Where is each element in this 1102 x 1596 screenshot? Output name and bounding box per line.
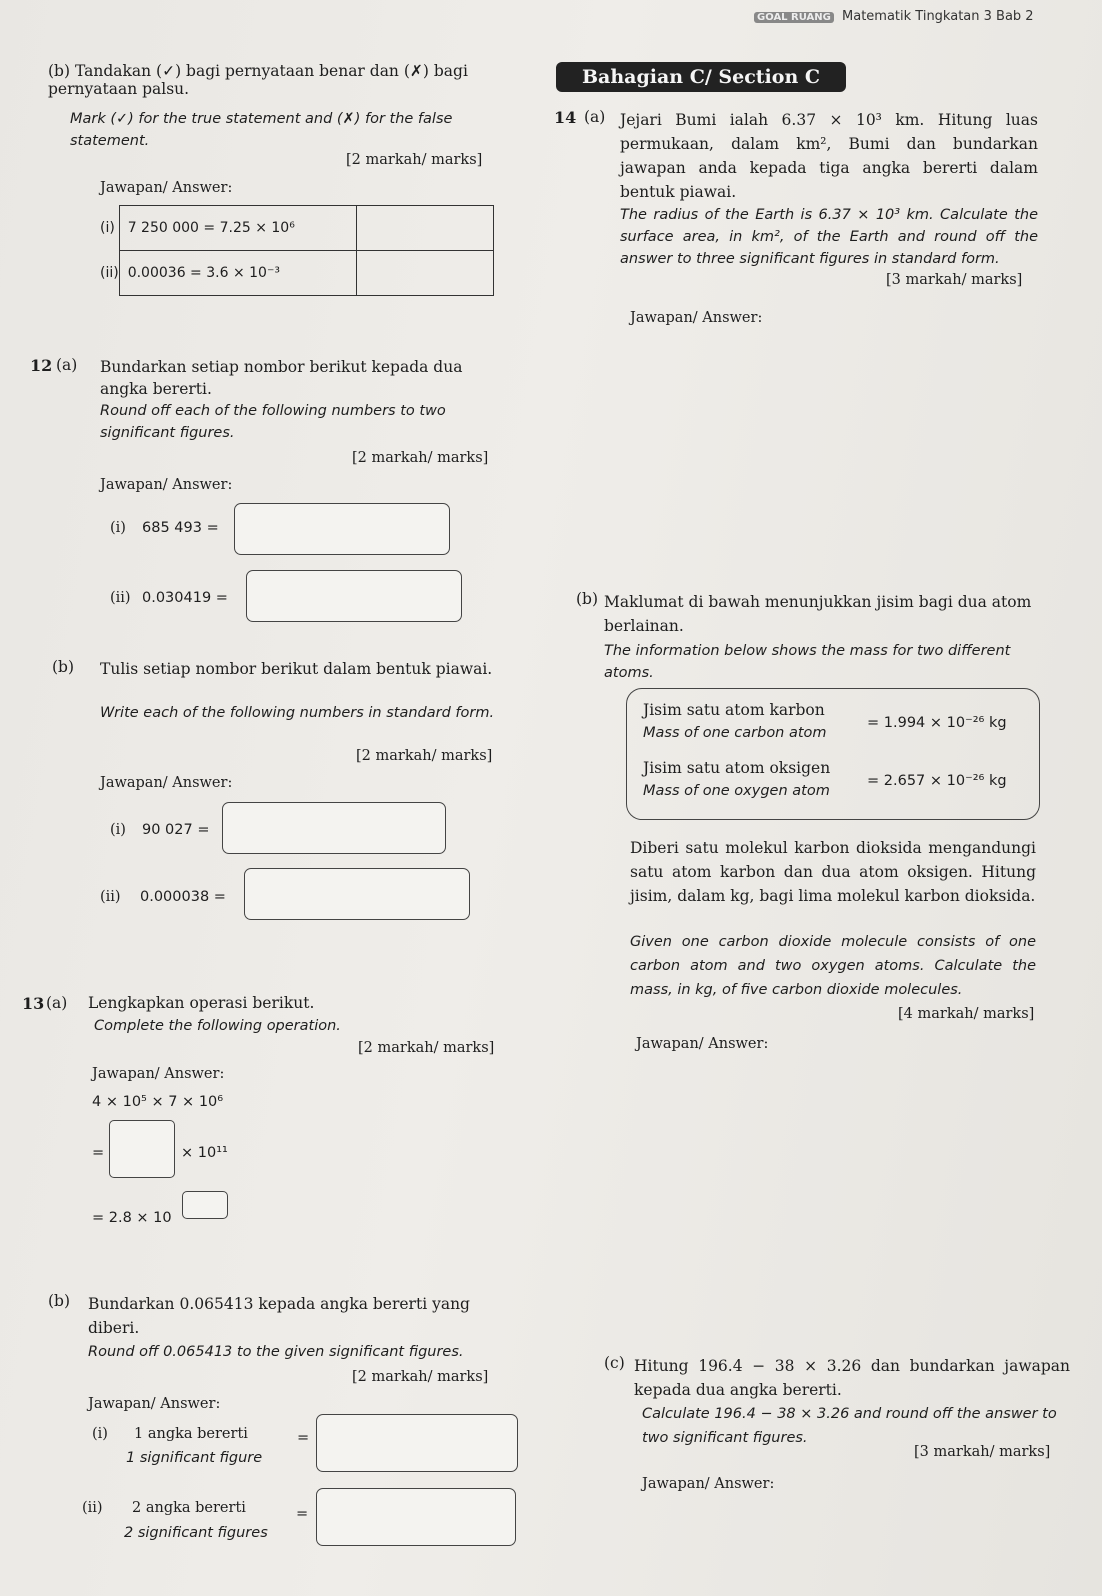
atom-mass-info-box	[626, 688, 1040, 820]
q13b-malay: Bundarkan 0.065413 kepada angka bererti yang diberi.	[88, 1295, 470, 1337]
q13a-exponent-box[interactable]	[182, 1191, 228, 1219]
q13b-item-eq: =	[297, 1430, 310, 1446]
statement-cell: 7 250 000 = 7.25 × 10⁶	[119, 206, 356, 251]
q14c-marks: [3 markah/ marks]	[914, 1444, 1051, 1460]
q14a-english: The radius of the Earth is 6.37 × 10³ km. Calculate the surface area, in km², of the Earth and round off the answer to three significant figures in standard form.	[620, 207, 1038, 267]
q13a-label: (a)	[46, 994, 68, 1012]
q12a-item-num: (i)	[110, 520, 126, 536]
q13a-line2-equals: =	[92, 1145, 105, 1161]
q11b-english: Mark (✓) for the true statement and (✗) for the false statement.	[70, 111, 453, 149]
q11b-answer-label: Jawapan/ Answer:	[100, 180, 233, 196]
q13a-line3: = 2.8 × 10	[92, 1210, 172, 1226]
q12a-i-answer-box[interactable]	[234, 503, 450, 555]
publisher-logo: GOAL RUANG	[754, 12, 834, 23]
q12-number: 12	[30, 356, 53, 375]
q13b-item-malay: 2 angka bererti	[132, 1500, 246, 1516]
q12b-item-expr: 0.000038 =	[140, 889, 226, 905]
oxygen-mass-malay: Jisim satu atom oksigen	[643, 759, 831, 777]
q14b-english: The information below shows the mass for two different atoms.	[604, 643, 1011, 681]
q12b-ii-answer-box[interactable]	[244, 868, 470, 920]
q12a-item-num: (ii)	[110, 590, 131, 606]
carbon-mass-value: = 1.994 × 10⁻²⁶ kg	[867, 715, 1007, 731]
q13a-coefficient-box[interactable]	[109, 1120, 175, 1178]
q12b-label: (b)	[52, 658, 75, 676]
q14b-malay2: Diberi satu molekul karbon dioksida mengandungi satu atom karbon dan dua atom oksigen. Hitung jisim, dalam kg, bagi lima molekul karbon dioksida.	[630, 839, 1036, 905]
oxygen-mass-english: Mass of one oxygen atom	[643, 783, 830, 799]
true-false-table	[100, 205, 494, 296]
q12a-label: (a)	[56, 356, 78, 374]
q14a-answer-label: Jawapan/ Answer:	[630, 310, 763, 326]
header-title: Matematik Tingkatan 3 Bab 2	[842, 9, 1034, 24]
answer-cell[interactable]	[356, 251, 493, 296]
q13b-marks: [2 markah/ marks]	[352, 1369, 489, 1385]
q12a-item-expr: 685 493 =	[142, 520, 219, 536]
q14b-marks: [4 markah/ marks]	[898, 1006, 1035, 1022]
q14b-answer-label: Jawapan/ Answer:	[636, 1036, 769, 1052]
q12a-item-expr: 0.030419 =	[142, 590, 228, 606]
q12a-english: Round off each of the following numbers to two significant figures.	[100, 403, 446, 441]
row-num: (ii)	[100, 265, 119, 281]
oxygen-mass-value: = 2.657 × 10⁻²⁶ kg	[867, 773, 1007, 789]
q13b-item-num: (i)	[92, 1426, 108, 1442]
q13b-answer-label: Jawapan/ Answer:	[88, 1396, 221, 1412]
answer-cell[interactable]	[356, 206, 493, 251]
q12a-marks: [2 markah/ marks]	[352, 450, 489, 466]
statement-cell: 0.00036 = 3.6 × 10⁻³	[119, 251, 356, 296]
q13a-line2-power: × 10¹¹	[181, 1145, 228, 1161]
q11b-marks: [2 markah/ marks]	[346, 152, 483, 168]
q13b-item-english: 2 significant figures	[124, 1525, 268, 1541]
q11b-malay: Tandakan (✓) bagi pernyataan benar dan (✗) bagi pernyataan palsu.	[48, 62, 468, 98]
carbon-mass-malay: Jisim satu atom karbon	[643, 701, 825, 719]
q14a-label: (a)	[584, 108, 606, 126]
q12b-marks: [2 markah/ marks]	[356, 748, 493, 764]
table-row	[100, 251, 493, 296]
q13b-ii-answer-box[interactable]	[316, 1488, 516, 1546]
q12b-item-expr: 90 027 =	[142, 822, 210, 838]
q12b-answer-label: Jawapan/ Answer:	[100, 775, 233, 791]
row-num: (i)	[100, 220, 115, 236]
q13-number: 13	[22, 994, 45, 1013]
carbon-mass-english: Mass of one carbon atom	[643, 725, 827, 741]
q14c-label: (c)	[604, 1354, 625, 1372]
q14-number: 14	[554, 108, 577, 127]
q13a-answer-label: Jawapan/ Answer:	[92, 1066, 225, 1082]
q14c-answer-label: Jawapan/ Answer:	[642, 1476, 775, 1492]
q12b-item-num: (ii)	[100, 889, 121, 905]
q14b-label: (b)	[576, 590, 599, 608]
q11b-text	[48, 62, 513, 98]
q14a-malay: Jejari Bumi ialah 6.37 × 10³ km. Hitung luas permukaan, dalam km², Bumi dan bundarkan jawapan anda kepada tiga angka bererti dalam bentuk piawai.	[620, 111, 1038, 201]
q14b-english2: Given one carbon dioxide molecule consists of one carbon atom and two oxygen atoms. Calculate the mass, in kg, of five carbon dioxide molecules.	[630, 934, 1036, 998]
q13b-item-malay: 1 angka bererti	[134, 1426, 248, 1442]
q13a-marks: [2 markah/ marks]	[358, 1040, 495, 1056]
q14a-marks: [3 markah/ marks]	[886, 272, 1023, 288]
q14c-english: Calculate 196.4 − 38 × 3.26 and round off the answer to two significant figures.	[642, 1406, 1057, 1446]
q13a-english: Complete the following operation.	[94, 1018, 341, 1034]
section-c-badge: Bahagian C/ Section C	[556, 62, 846, 92]
q11b-label: (b)	[48, 62, 71, 80]
q13b-item-num: (ii)	[82, 1500, 103, 1516]
q14b-malay: Maklumat di bawah menunjukkan jisim bagi dua atom berlainan.	[604, 593, 1032, 635]
q12b-english: Write each of the following numbers in standard form.	[100, 705, 495, 721]
q13b-item-eq: =	[296, 1506, 309, 1522]
q13b-i-answer-box[interactable]	[316, 1414, 518, 1472]
table-row	[100, 206, 493, 251]
page-header	[754, 9, 1034, 24]
q12a-malay: Bundarkan setiap nombor berikut kepada dua angka bererti.	[100, 358, 463, 398]
q12b-item-num: (i)	[110, 822, 126, 838]
q12a-answer-label: Jawapan/ Answer:	[100, 477, 233, 493]
q14c-malay: Hitung 196.4 − 38 × 3.26 dan bundarkan jawapan kepada dua angka bererti.	[634, 1357, 1070, 1399]
q13a-line1: 4 × 10⁵ × 7 × 10⁶	[92, 1094, 224, 1110]
q12b-i-answer-box[interactable]	[222, 802, 446, 854]
q13a-malay: Lengkapkan operasi berikut.	[88, 994, 315, 1012]
q13b-label: (b)	[48, 1292, 71, 1310]
q12b-malay: Tulis setiap nombor berikut dalam bentuk piawai.	[100, 660, 493, 678]
q13b-item-english: 1 significant figure	[126, 1450, 263, 1466]
q12a-ii-answer-box[interactable]	[246, 570, 462, 622]
q13b-english: Round off 0.065413 to the given significant figures.	[88, 1344, 464, 1360]
